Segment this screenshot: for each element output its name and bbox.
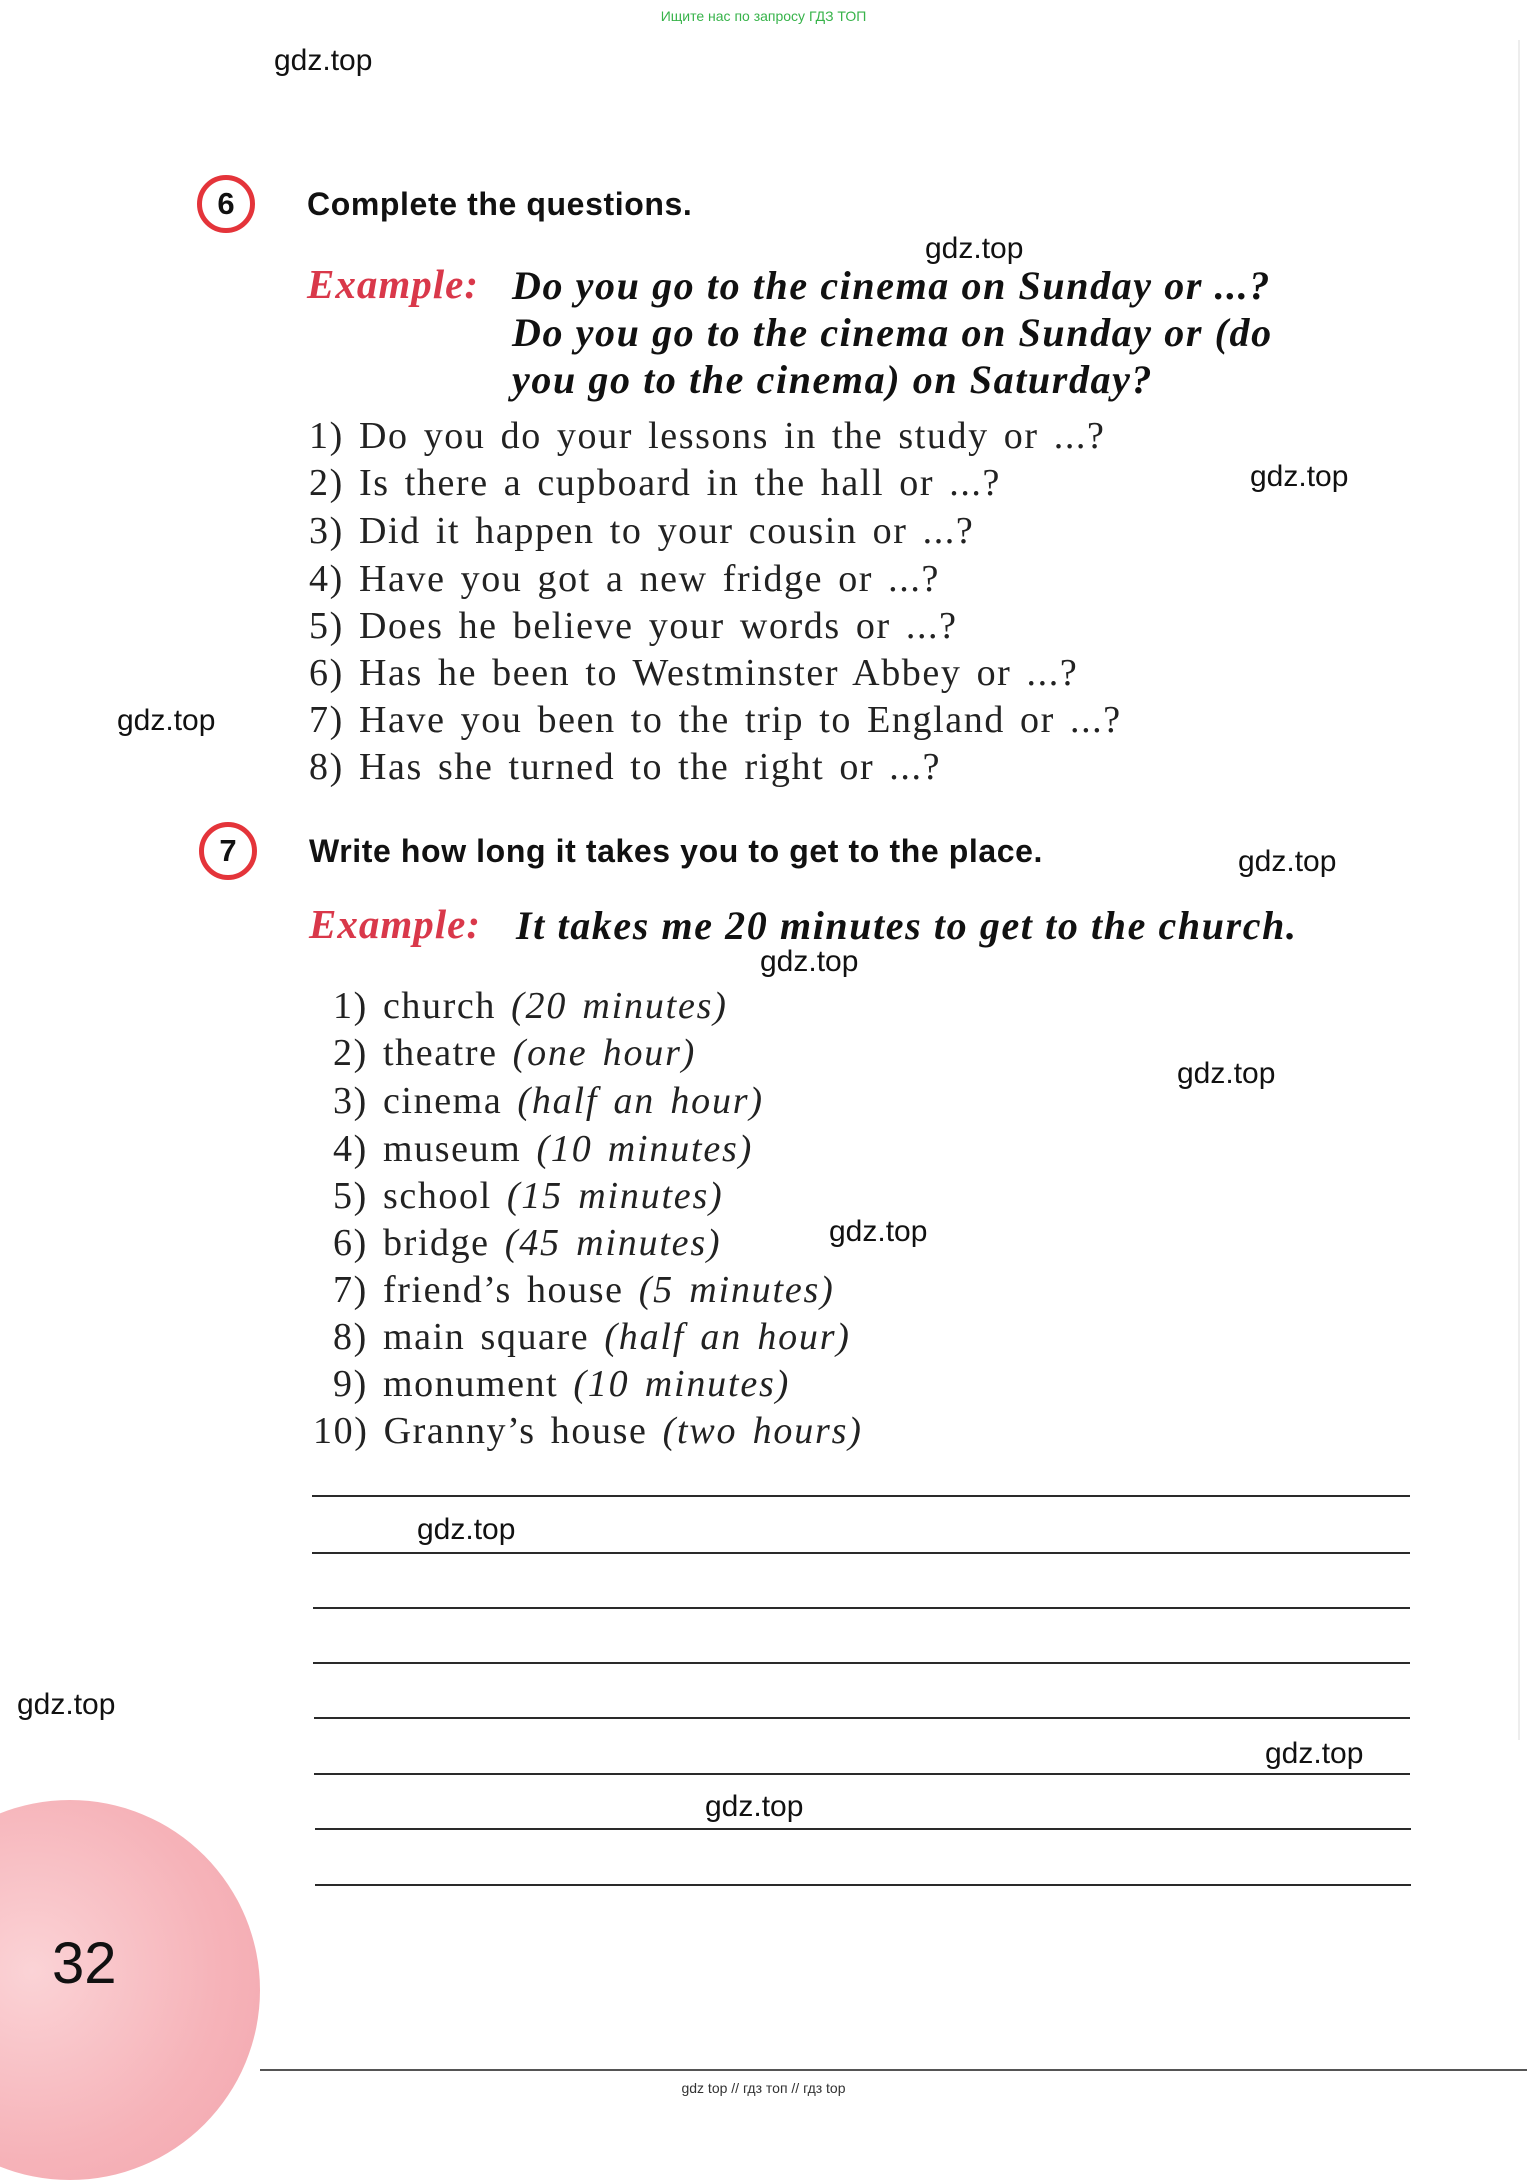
page-edge-shadow [1518, 40, 1520, 1740]
watermark: gdz.top [1265, 1737, 1364, 1770]
watermark: gdz.top [17, 1688, 116, 1721]
page-corner-decoration [0, 1800, 260, 2180]
watermark: gdz.top [1238, 845, 1337, 878]
task-6-item: 8) Has she turned to the right or ...? [309, 746, 942, 788]
answer-line[interactable] [312, 1552, 1410, 1554]
answer-line[interactable] [315, 1884, 1411, 1886]
task-7-item: 5) school (15 minutes) [333, 1175, 724, 1217]
task-6-item: 1) Do you do your lessons in the study or ...? [309, 415, 1106, 457]
task-6-item: 3) Did it happen to your cousin or ...? [309, 510, 975, 552]
task-7-item: 1) church (20 minutes) [333, 985, 728, 1027]
answer-line[interactable] [314, 1773, 1410, 1775]
page-number: 32 [52, 1931, 117, 1996]
watermark: gdz.top [1250, 460, 1349, 493]
task-7-example-text: It takes me 20 minutes to get to the church. [516, 903, 1298, 948]
task-6-example-label: Example: [307, 261, 479, 307]
task-7-item: 7) friend’s house (5 minutes) [333, 1269, 835, 1311]
task-6-item: 2) Is there a cupboard in the hall or ...? [309, 462, 1001, 504]
task-7-item: 6) bridge (45 minutes) [333, 1222, 722, 1264]
task-6-example-line: Do you go to the cinema on Sunday or ...? [512, 263, 1271, 308]
task-6-item: 7) Have you been to the trip to England or ...? [309, 699, 1122, 741]
task-7-item: 3) cinema (half an hour) [333, 1080, 764, 1122]
watermark: gdz.top [925, 232, 1024, 265]
task-7-item: 9) monument (10 minutes) [333, 1363, 791, 1405]
watermark: gdz.top [705, 1790, 804, 1823]
answer-line[interactable] [314, 1717, 1410, 1719]
task-7-item: 4) museum (10 minutes) [333, 1128, 754, 1170]
top-banner: Ищите нас по запросу ГДЗ ТОП [660, 8, 867, 24]
footer-text: gdz top // гдз топ // гдз top [681, 2080, 846, 2096]
task-7-item: 10) Granny’s house (two hours) [313, 1410, 863, 1452]
watermark: gdz.top [417, 1513, 516, 1546]
task-6-item: 5) Does he believe your words or ...? [309, 605, 958, 647]
task-7-item: 2) theatre (one hour) [333, 1032, 697, 1074]
watermark: gdz.top [829, 1215, 928, 1248]
watermark: gdz.top [1177, 1057, 1276, 1090]
answer-line[interactable] [313, 1607, 1410, 1609]
task-7-number: 7 [199, 822, 257, 880]
watermark: gdz.top [760, 945, 859, 978]
task-6-number: 6 [197, 175, 255, 233]
footer-divider [260, 2069, 1527, 2071]
answer-line[interactable] [315, 1828, 1411, 1830]
watermark: gdz.top [117, 704, 216, 737]
answer-line[interactable] [313, 1662, 1410, 1664]
task-6-example-line: you go to the cinema) on Saturday? [512, 357, 1154, 402]
task-6-item: 6) Has he been to Westminster Abbey or ...? [309, 652, 1079, 694]
task-6-item: 4) Have you got a new fridge or ...? [309, 558, 940, 600]
task-7-item: 8) main square (half an hour) [333, 1316, 851, 1358]
task-7-example-label: Example: [309, 901, 481, 947]
task-7-title: Write how long it takes you to get to the place. [309, 833, 1044, 869]
task-6-title: Complete the questions. [307, 186, 693, 222]
watermark: gdz.top [274, 44, 373, 77]
task-6-example-line: Do you go to the cinema on Sunday or (do [512, 310, 1273, 355]
answer-line[interactable] [312, 1495, 1410, 1497]
